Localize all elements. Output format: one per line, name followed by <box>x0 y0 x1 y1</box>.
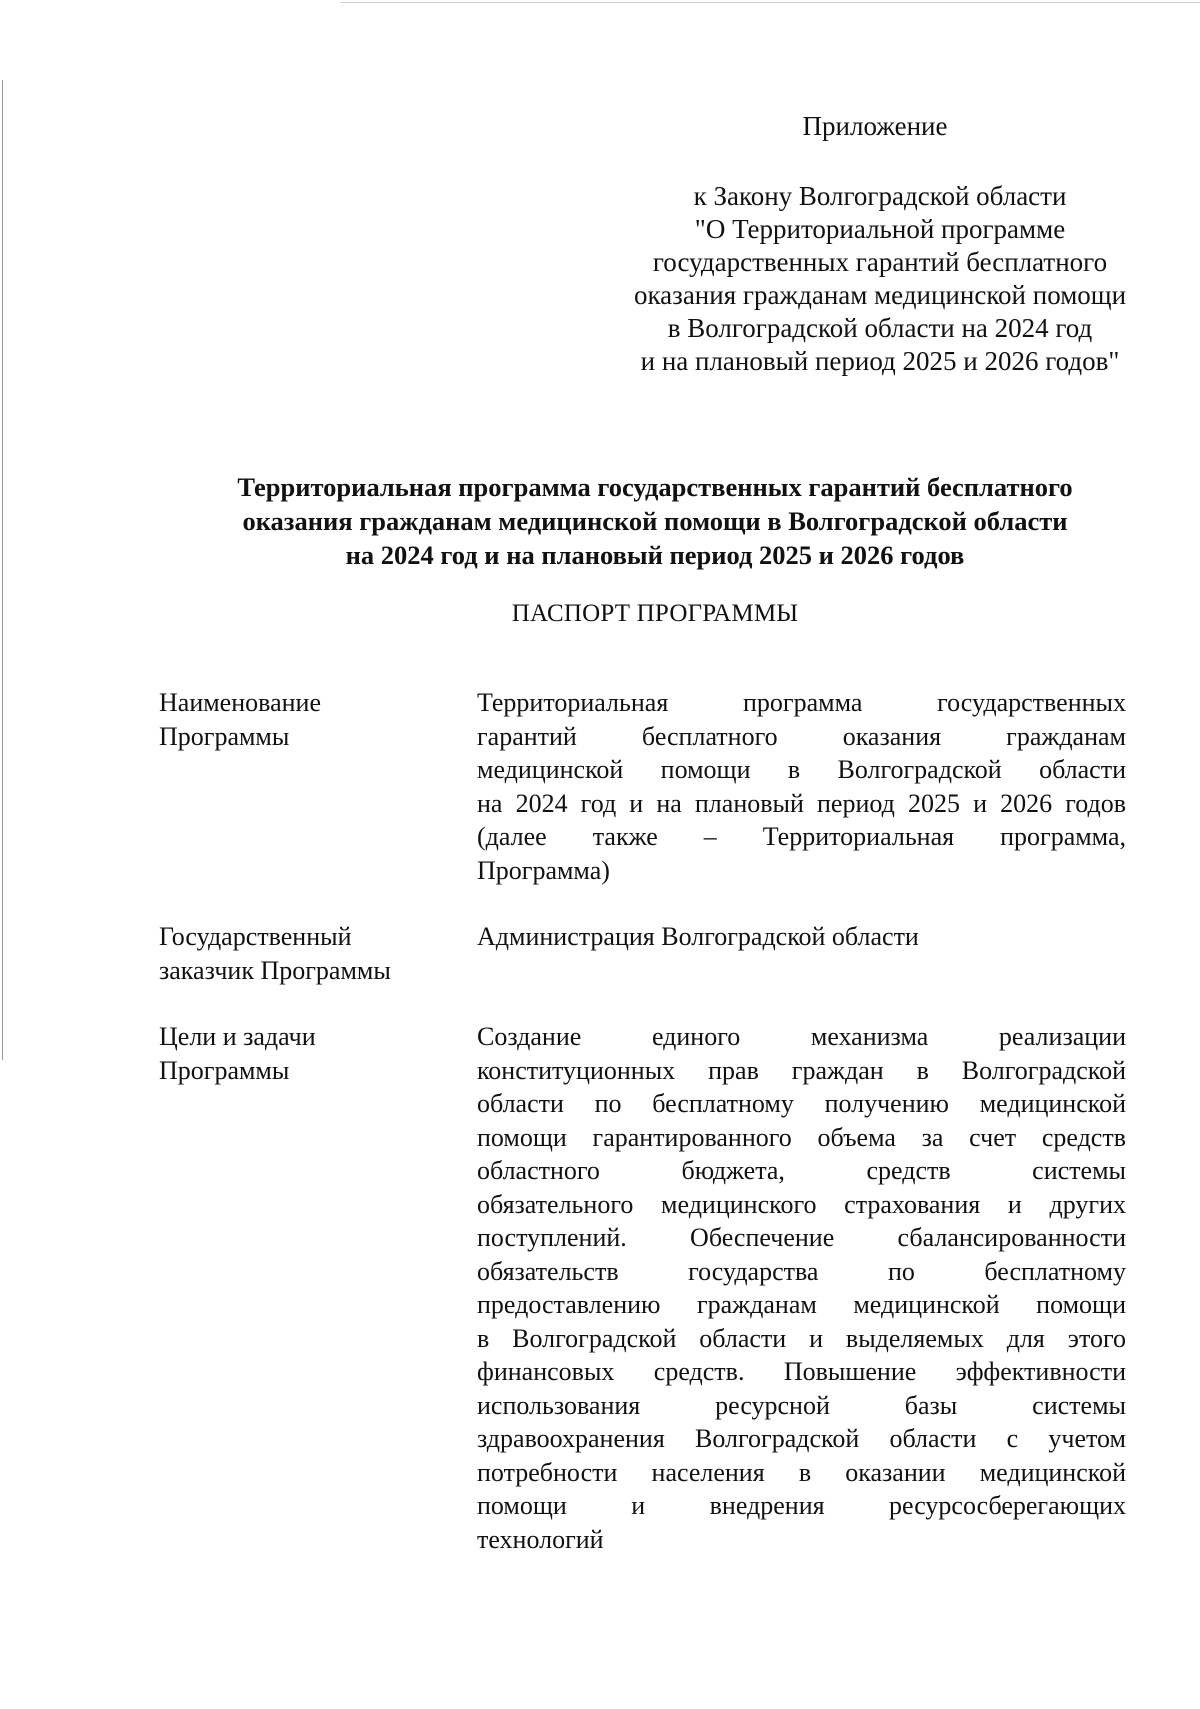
value-line: в Волгоградской области и выделяемых для этого <box>477 1323 1126 1353</box>
appendix-line: в Волгоградской области на 2024 год <box>667 313 1093 343</box>
value-line: (далее также – Территориальная программа, <box>477 822 1126 851</box>
value-line: Администрация Волгоградской области <box>477 922 919 951</box>
value-line: финансовых средств. Повышение эффективности <box>477 1357 1126 1386</box>
appendix-line: оказания гражданам медицинской помощи <box>633 280 1127 310</box>
appendix-line: государственных гарантий бесплатного <box>652 247 1108 277</box>
row-label <box>159 1020 477 1556</box>
value-line: конституционных прав граждан в Волгоградской <box>477 1055 1126 1085</box>
value-line: обязательств государства по бесплатному <box>477 1256 1126 1286</box>
appendix-label: Приложение <box>802 111 948 141</box>
value-line: предоставлению гражданам медицинской помощи <box>477 1290 1126 1319</box>
value-line: гарантий бесплатного оказания гражданам <box>477 721 1126 751</box>
passport-row-customer <box>159 920 1126 987</box>
appendix-line: к Закону Волгоградской области <box>693 181 1067 211</box>
value-line: потребности населения в оказании медицинской <box>477 1457 1126 1487</box>
title-line: оказания гражданам медицинской помощи в Волгоградской области <box>242 506 1068 536</box>
value-line: использования ресурсной базы системы <box>477 1390 1126 1420</box>
appendix-line: "О Территориальной программе <box>694 214 1066 244</box>
value-line: Территориальная программа государственных <box>477 688 1126 717</box>
value-line: Программа) <box>477 855 610 885</box>
label-line: Программы <box>159 1055 290 1085</box>
value-line: технологий <box>477 1524 604 1554</box>
passport-heading: ПАСПОРТ ПРОГРАММЫ <box>511 600 799 627</box>
value-line: области по бесплатному получению медицинской <box>477 1089 1126 1118</box>
value-line: Создание единого механизма реализации <box>477 1022 1126 1051</box>
appendix-line: и на плановый период 2025 и 2026 годов" <box>640 346 1120 376</box>
row-label <box>159 686 477 887</box>
value-line: помощи и внедрения ресурсосберегающих <box>477 1491 1126 1520</box>
appendix-reference <box>600 180 1160 378</box>
row-label <box>159 920 477 987</box>
row-value <box>477 686 1126 887</box>
row-value <box>477 1020 1126 1556</box>
title-line: Территориальная программа государственных гарантий бесплатного <box>237 472 1073 502</box>
label-line: Наименование <box>159 688 321 717</box>
document-title <box>130 470 1180 572</box>
title-line: на 2024 год и на плановый период 2025 и 2026 годов <box>345 540 965 570</box>
label-line: Цели и задачи <box>159 1022 316 1051</box>
passport-row-goals <box>159 1020 1126 1556</box>
passport-row-name <box>159 686 1126 887</box>
label-line: Государственный <box>159 922 352 951</box>
label-line: заказчик Программы <box>159 955 391 985</box>
scan-edge-left <box>2 80 3 1060</box>
value-line: на 2024 год и на плановый период 2025 и 2026 годов <box>477 788 1126 818</box>
passport-table <box>159 686 1126 1589</box>
scan-edge-top <box>340 2 1200 3</box>
value-line: медицинской помощи в Волгоградской области <box>477 755 1126 784</box>
row-value <box>477 920 1126 987</box>
value-line: здравоохранения Волгоградской области с учетом <box>477 1424 1126 1453</box>
value-line: поступлений. Обеспечение сбалансированности <box>477 1223 1126 1252</box>
value-line: обязательного медицинского страхования и других <box>477 1189 1126 1219</box>
label-line: Программы <box>159 721 290 751</box>
value-line: помощи гарантированного объема за счет средств <box>477 1122 1126 1152</box>
value-line: областного бюджета, средств системы <box>477 1156 1126 1185</box>
